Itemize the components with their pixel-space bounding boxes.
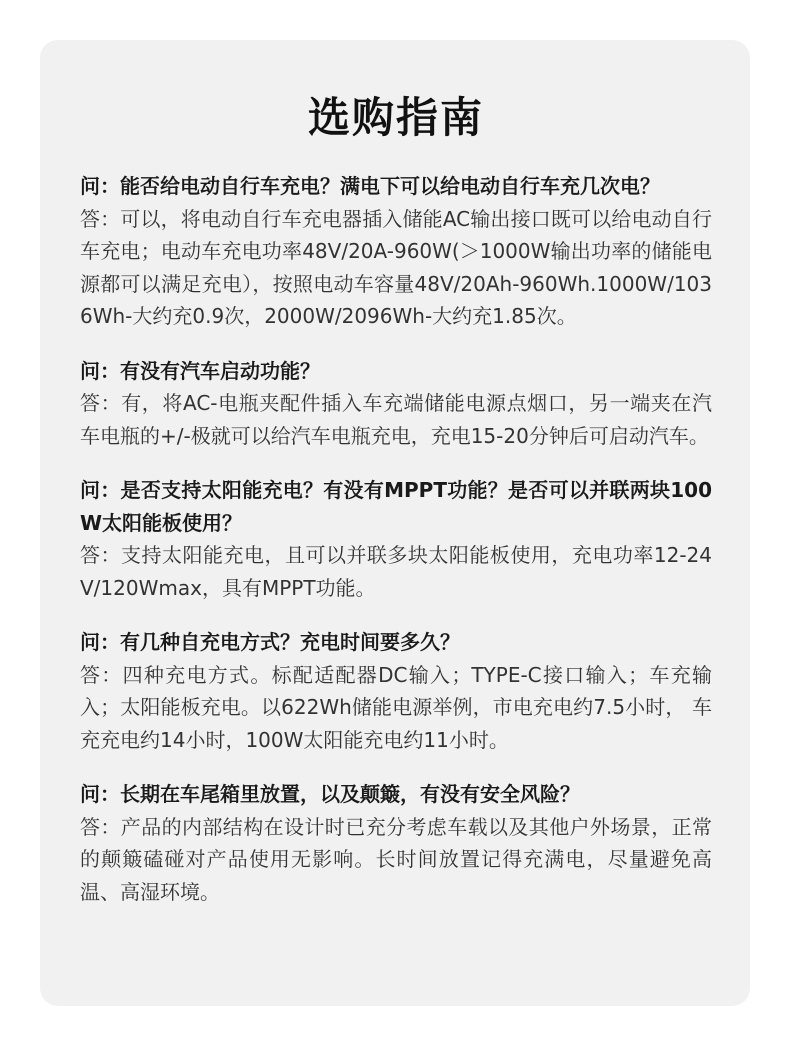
question-text: 问：长期在车尾箱里放置，以及颠簸，有没有安全风险？ (80, 782, 580, 806)
qa-item-solar-charging (80, 474, 712, 604)
question-text: 问：是否支持太阳能充电？有没有MPPT功能？是否可以并联两块100W太阳能板使用？ (80, 478, 712, 535)
question-text: 问：有几种自充电方式？充电时间要多久？ (80, 630, 460, 654)
answer-text: 答：支持太阳能充电，且可以并联多块太阳能板使用，充电功率12-24V/120Wmax，具有MPPT功能。 (80, 543, 712, 600)
answer-text: 答：四种充电方式。标配适配器DC输入；TYPE-C接口输入；车充输入；太阳能板充电。以622Wh储能电源举例，市电充电约7.5小时， 车充充电约14小时，100W太阳能充电约11小时。 (80, 662, 712, 752)
answer-text: 答：产品的内部结构在设计时已充分考虑车载以及其他户外场景，正常的颠簸磕碰对产品使用无影响。长时间放置记得充满电，尽量避免高温、高湿环境。 (80, 814, 712, 904)
guide-card (40, 40, 750, 1006)
qa-item-car-jump-start (80, 355, 712, 453)
question-text: 问：有没有汽车启动功能？ (80, 358, 320, 383)
answer-text: 答：有，将AC-电瓶夹配件插入车充端储能电源点烟口，另一端夹在汽车电瓶的+/-极就可以给汽车电瓶充电，充电15-20分钟后可启动汽车。 (80, 391, 712, 448)
qa-item-trunk-storage-safety (80, 778, 712, 908)
qa-item-bike-charging (80, 170, 712, 333)
question-text: 问：能否给电动自行车充电？满电下可以给电动自行车充几次电？ (80, 174, 660, 198)
answer-text: 答：可以，将电动自行车充电器插入储能AC输出接口既可以给电动自行车充电；电动车充电功率48V/20A-960W(＞1000W输出功率的储能电源都可以满足充电），按照电动车容量48V/20Ah-960Wh.1000W/1036Wh-大约充0.9次，2000W/2096Wh-大约充1.85次。 (80, 206, 712, 328)
qa-item-charging-methods (80, 626, 712, 756)
page-title: 选购指南 (307, 93, 484, 142)
